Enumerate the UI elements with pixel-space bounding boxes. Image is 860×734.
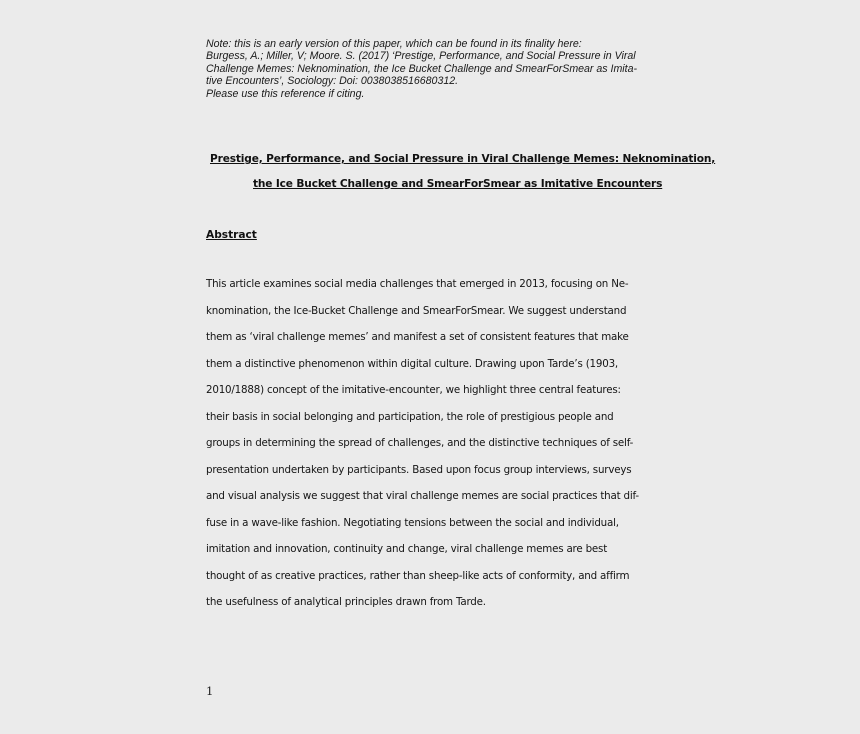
paper-title-line-2: the Ice Bucket Challenge and SmearForSmear as Imitative Encounters <box>253 178 663 190</box>
abstract-line: their basis in social belonging and participation, the role of prestigious people and <box>206 410 614 423</box>
abstract-line: This article examines social media challenges that emerged in 2013, focusing on Ne- <box>206 278 629 290</box>
citation-note <box>206 38 666 100</box>
abstract-line: imitation and innovation, continuity and change, viral challenge memes are best <box>206 543 608 555</box>
abstract-line: and visual analysis we suggest that viral challenge memes are social practices that dif- <box>206 490 639 502</box>
abstract-body <box>206 277 666 622</box>
citation-note-line: Challenge Memes: Neknomination, the Ice Bucket Challenge and SmearForSmear as Imita- <box>206 62 638 75</box>
citation-note-line: Note: this is an early version of this paper, which can be found in its finality here: <box>206 38 582 50</box>
abstract-line: groups in determining the spread of challenges, and the distinctive techniques of self- <box>206 437 634 449</box>
abstract-line: them a distinctive phenomenon within digital culture. Drawing upon Tarde’s (1903, <box>206 357 619 370</box>
paper-title-line-1: Prestige, Performance, and Social Pressure in Viral Challenge Memes: Neknomination, <box>210 153 716 165</box>
abstract-line: fuse in a wave-like fashion. Negotiating tensions between the social and individual, <box>206 516 619 529</box>
abstract-line: the usefulness of analytical principles drawn from Tarde. <box>206 596 486 608</box>
abstract-line: 2010/1888) concept of the imitative-encounter, we highlight three central features: <box>206 384 621 396</box>
abstract-line: them as ‘viral challenge memes’ and manifest a set of consistent features that make <box>206 331 629 343</box>
abstract-line: presentation undertaken by participants. Based upon focus group interviews, surveys <box>206 463 632 476</box>
citation-note-line: tive Encounters’, Sociology: Doi: 0038038516680312. <box>206 75 459 88</box>
citation-note-line: Please use this reference if citing. <box>206 87 365 100</box>
abstract-line: thought of as creative practices, rather than sheep-like acts of conformity, and affirm <box>206 569 630 582</box>
citation-note-line: Burgess, A.; Miller, V; Moore. S. (2017) ‘Prestige, Performance, and Social Pressure in Viral <box>206 50 636 63</box>
abstract-line: knomination, the Ice-Bucket Challenge and SmearForSmear. We suggest understand <box>206 304 627 317</box>
page-number: 1 <box>206 684 214 698</box>
abstract-heading: Abstract <box>206 229 257 241</box>
